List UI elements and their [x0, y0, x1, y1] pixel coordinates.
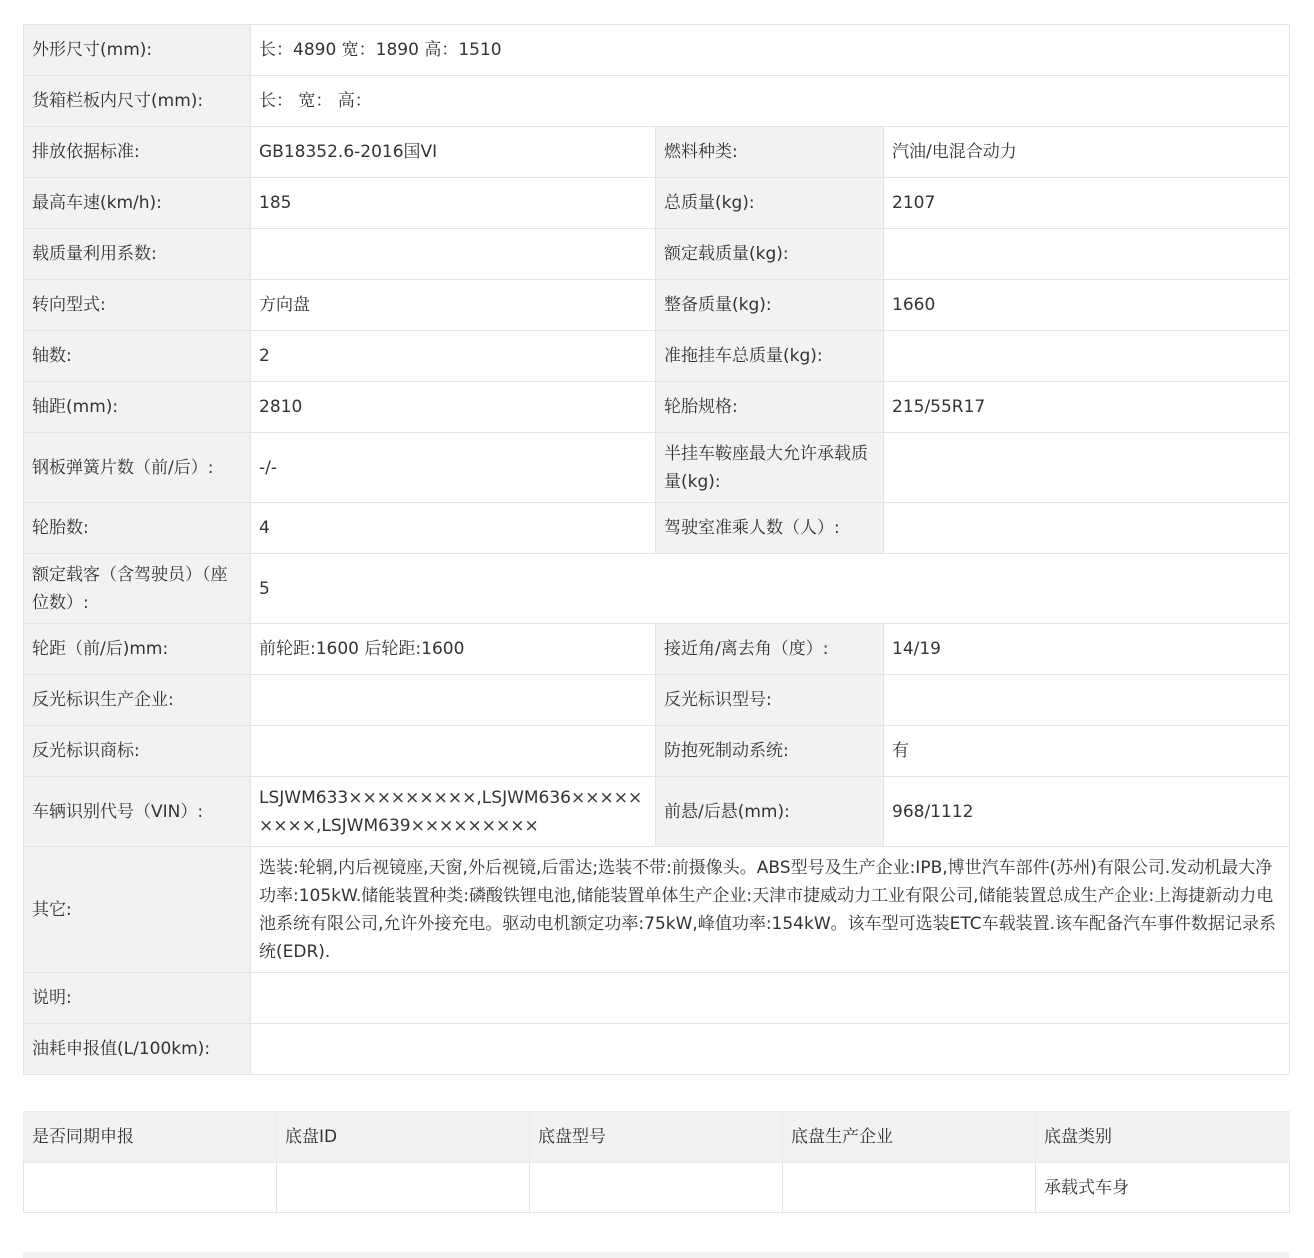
chassis-table: [23, 1111, 1290, 1213]
overhang-value: 968/1112: [884, 777, 1290, 847]
total-mass-label: 总质量(kg):: [656, 178, 884, 229]
vehicle-spec-table: [23, 24, 1290, 1075]
chassis-header-maker: 底盘生产企业: [783, 1112, 1036, 1163]
table-row: [24, 1163, 1290, 1213]
steering-label: 转向型式:: [24, 280, 251, 331]
chassis-maker-cell: [783, 1163, 1036, 1213]
chassis-header-type: 底盘类别: [1036, 1112, 1290, 1163]
cab-seats-value: [884, 503, 1290, 554]
spec-row: [24, 777, 1290, 847]
saddle-load-value: [884, 433, 1290, 503]
spec-row: [24, 25, 1290, 76]
spec-row: [24, 726, 1290, 777]
axles-value: 2: [251, 331, 656, 382]
other-label: 其它:: [24, 847, 251, 973]
fuel-consumption-value: [251, 1024, 1290, 1075]
steering-value: 方向盘: [251, 280, 656, 331]
spec-row: [24, 382, 1290, 433]
reflector-maker-label: 反光标识生产企业:: [24, 675, 251, 726]
chassis-header-same-period: 是否同期申报: [24, 1112, 277, 1163]
dimensions-label: 外形尺寸(mm):: [24, 25, 251, 76]
track-width-label: 轮距（前/后)mm:: [24, 624, 251, 675]
rated-load-label: 额定载质量(kg):: [656, 229, 884, 280]
wheelbase-label: 轴距(mm):: [24, 382, 251, 433]
spec-row: [24, 76, 1290, 127]
track-width-value: 前轮距:1600 后轮距:1600: [251, 624, 656, 675]
spec-row: [24, 331, 1290, 382]
curb-mass-value: 1660: [884, 280, 1290, 331]
approach-angle-value: 14/19: [884, 624, 1290, 675]
tire-count-label: 轮胎数:: [24, 503, 251, 554]
fuel-type-value: 汽油/电混合动力: [884, 127, 1290, 178]
note-value: [251, 973, 1290, 1024]
abs-value: 有: [884, 726, 1290, 777]
tire-spec-value: 215/55R17: [884, 382, 1290, 433]
chassis-model-cell: [530, 1163, 783, 1213]
chassis-type-cell: 承载式车身: [1036, 1163, 1290, 1213]
chassis-header-row: [24, 1112, 1290, 1163]
max-speed-label: 最高车速(km/h):: [24, 178, 251, 229]
max-speed-value: 185: [251, 178, 656, 229]
dimensions-value: 长：4890 宽：1890 高：1510: [251, 25, 1290, 76]
next-section-header-strip: [23, 1252, 1289, 1258]
chassis-id-cell: [277, 1163, 530, 1213]
tow-mass-label: 准拖挂车总质量(kg):: [656, 331, 884, 382]
total-mass-value: 2107: [884, 178, 1290, 229]
spec-row: [24, 503, 1290, 554]
vin-label: 车辆识别代号（VIN）:: [24, 777, 251, 847]
rated-load-value: [884, 229, 1290, 280]
overhang-label: 前悬/后悬(mm):: [656, 777, 884, 847]
load-factor-label: 载质量利用系数:: [24, 229, 251, 280]
spec-row: [24, 847, 1290, 973]
spec-row: [24, 554, 1290, 624]
axles-label: 轴数:: [24, 331, 251, 382]
curb-mass-label: 整备质量(kg):: [656, 280, 884, 331]
reflector-brand-label: 反光标识商标:: [24, 726, 251, 777]
spec-row: [24, 1024, 1290, 1075]
spec-row: [24, 127, 1290, 178]
leaf-spring-value: -/-: [251, 433, 656, 503]
load-factor-value: [251, 229, 656, 280]
fuel-consumption-label: 油耗申报值(L/100km):: [24, 1024, 251, 1075]
reflector-model-label: 反光标识型号:: [656, 675, 884, 726]
fuel-type-label: 燃料种类:: [656, 127, 884, 178]
cargo-box-label: 货箱栏板内尺寸(mm):: [24, 76, 251, 127]
emission-standard-label: 排放依据标准:: [24, 127, 251, 178]
spec-row: [24, 675, 1290, 726]
chassis-header-model: 底盘型号: [530, 1112, 783, 1163]
chassis-same-period-cell: [24, 1163, 277, 1213]
passengers-label: 额定载客（含驾驶员）（座位数）:: [24, 554, 251, 624]
spec-row: [24, 229, 1290, 280]
chassis-header-id: 底盘ID: [277, 1112, 530, 1163]
spec-row: [24, 433, 1290, 503]
cab-seats-label: 驾驶室准乘人数（人）:: [656, 503, 884, 554]
approach-angle-label: 接近角/离去角（度）:: [656, 624, 884, 675]
tire-spec-label: 轮胎规格:: [656, 382, 884, 433]
vin-value: LSJWM633×××××××××,LSJWM636×××××××××,LSJWM639×××××××××: [251, 777, 656, 847]
tow-mass-value: [884, 331, 1290, 382]
reflector-maker-value: [251, 675, 656, 726]
other-value: 选装:轮辋,内后视镜座,天窗,外后视镜,后雷达;选装不带:前摄像头。ABS型号及生产企业:IPB,博世汽车部件(苏州)有限公司.发动机最大净功率:105kW.储能装置种类:磷酸铁锂电池,储能装置单体生产企业:天津市捷威动力工业有限公司,储能装置总成生产企业:上海捷新动力电池系统有限公司,允许外接充电。驱动电机额定功率:75kW,峰值功率:154kW。该车型可选装ETC车载装置.该车配备汽车事件数据记录系统(EDR).: [251, 847, 1290, 973]
abs-label: 防抱死制动系统:: [656, 726, 884, 777]
saddle-load-label: 半挂车鞍座最大允许承载质量(kg):: [656, 433, 884, 503]
spec-row: [24, 624, 1290, 675]
wheelbase-value: 2810: [251, 382, 656, 433]
spec-row: [24, 280, 1290, 331]
reflector-brand-value: [251, 726, 656, 777]
cargo-box-value: 长： 宽： 高：: [251, 76, 1290, 127]
spec-row: [24, 178, 1290, 229]
spec-row: [24, 973, 1290, 1024]
tire-count-value: 4: [251, 503, 656, 554]
leaf-spring-label: 钢板弹簧片数（前/后）:: [24, 433, 251, 503]
emission-standard-value: GB18352.6-2016国VI: [251, 127, 656, 178]
note-label: 说明:: [24, 973, 251, 1024]
passengers-value: 5: [251, 554, 1290, 624]
reflector-model-value: [884, 675, 1290, 726]
